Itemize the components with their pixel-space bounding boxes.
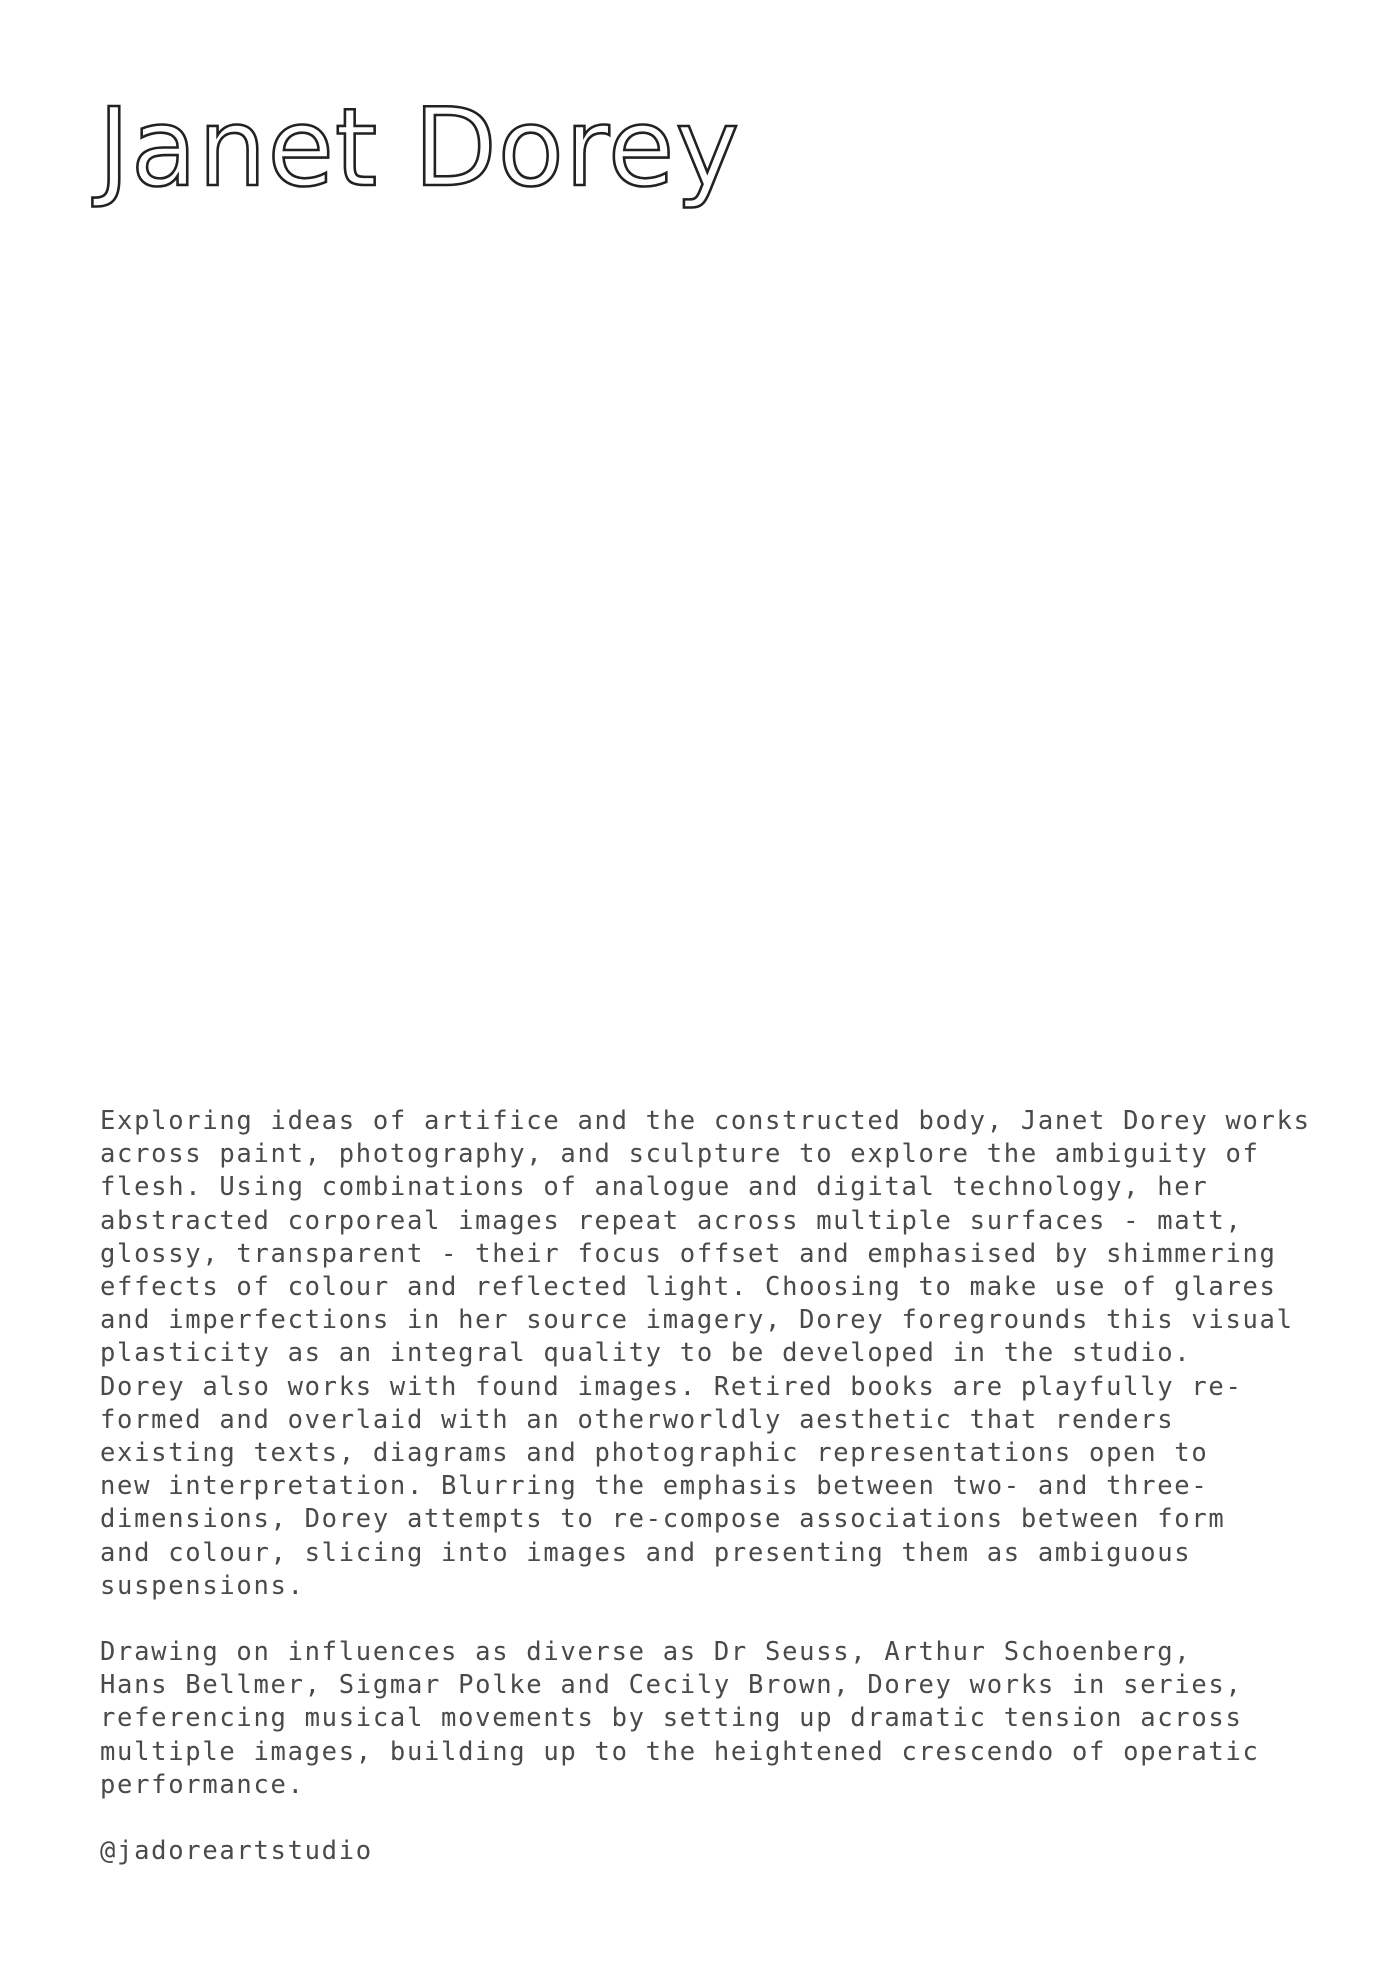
social-handle: @jadoreartstudio	[100, 1836, 373, 1867]
paragraph-spacer	[100, 1603, 1360, 1636]
artist-statement	[100, 1105, 1360, 1868]
statement-paragraph-1: Exploring ideas of artifice and the constructed body, Janet Dorey works across paint, photography, and sculpture to explore the ambiguity of flesh. Using combinations of analogue and digital technology, her abstracted corporeal images repeat across multiple surfaces - matt, glossy, transparent - their focus offset and emphasised by shimmering effects of colour and reflected light. Choosing to make use of glares and imperfections in her source imagery, Dorey foregrounds this visual plasticity as an integral quality to be developed in the studio. Dorey also works with found images. Retired books are playfully re- formed and overlaid with an otherworldly aesthetic that renders existing texts, diagrams and photographic representations open to new interpretation. Blurring the emphasis between two- and three- dimensions, Dorey attempts to re-compose associations between form and colour, slicing into images and presenting them as ambiguous suspensions.	[100, 1106, 1311, 1601]
page-title: Janet Dorey	[98, 86, 741, 211]
statement-paragraph-2: Drawing on influences as diverse as Dr Seuss, Arthur Schoenberg, Hans Bellmer, Sigmar Polke and Cecily Brown, Dorey works in series, referencing musical movements by setting up dramatic tension across multiple images, building up to the heightened crescendo of operatic performance.	[100, 1637, 1260, 1800]
paragraph-spacer	[100, 1802, 1360, 1835]
